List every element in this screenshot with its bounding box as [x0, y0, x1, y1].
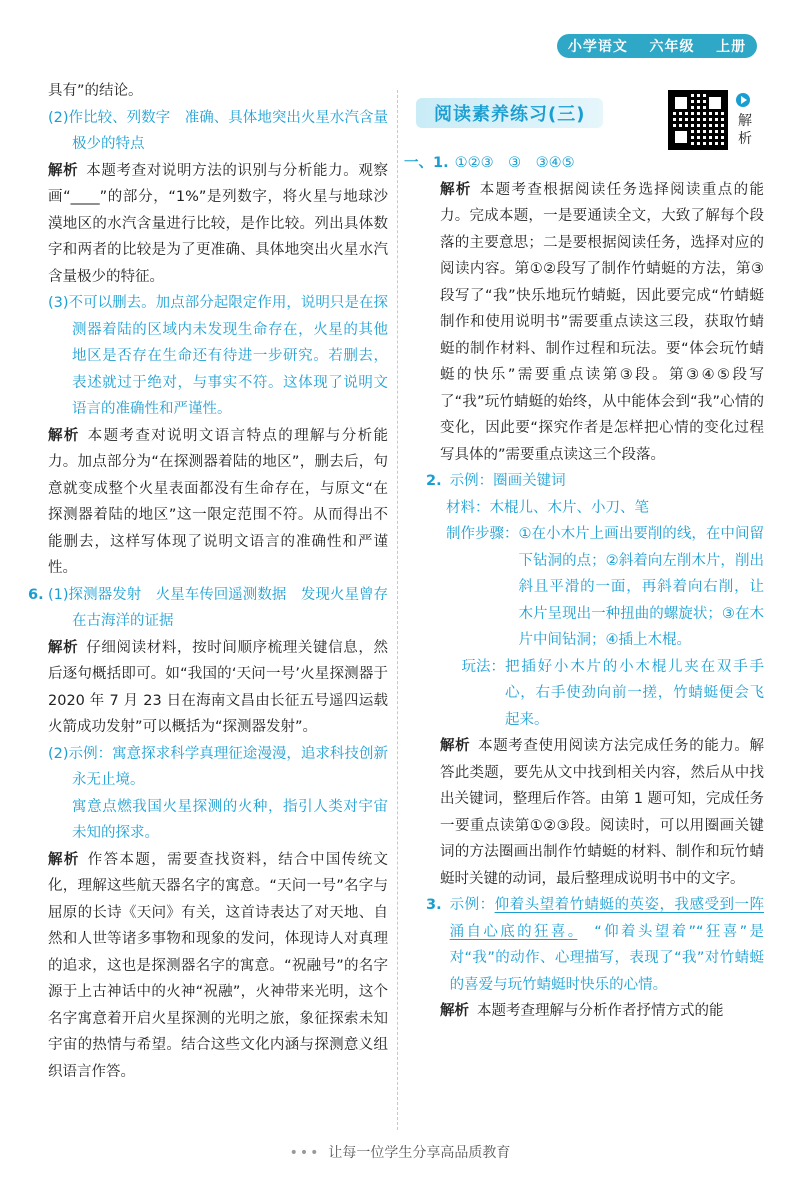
q2-materials-key: 材料： [446, 499, 490, 516]
intro-text: 具有”的结论。 [48, 83, 143, 99]
section-title: 阅读素养练习(三) [416, 98, 603, 128]
analysis-label: 解析 [48, 427, 80, 444]
subject-label: 小学语文 [567, 39, 628, 55]
q6-answer-2b: 寓意点燃我国火星探测的火种，指引人类对宇宙未知的探求。 [72, 798, 388, 841]
q1-row [404, 150, 764, 177]
grade-label: 六年级 [649, 39, 695, 55]
q3-quote: 仰着头望着竹蜻蜓的英姿，我感受到一阵涌自心底的狂喜。 [449, 897, 764, 940]
q3-example: 示例： [449, 897, 495, 913]
footer-slogan: 让每一位学生分享高品质教育 [328, 1145, 511, 1161]
volume-label: 上册 [716, 39, 747, 55]
page-footer [0, 1142, 800, 1162]
analysis-label: 解析 [440, 181, 472, 198]
q2-steps-row [412, 521, 764, 654]
q2-materials-value: 木棍儿、木片、小刀、笔 [489, 499, 649, 516]
analysis-label: 解析 [440, 1003, 469, 1019]
grade-badge [557, 34, 757, 58]
q6-analysis-1-block [48, 635, 388, 741]
q6-answer-2a: (2)示例：寓意探求科学真理征途漫漫，追求科技创新永无止境。 [48, 745, 388, 788]
q1-number: 一、1. [404, 155, 449, 171]
q2-row [412, 468, 764, 495]
footer-dots: ••• [289, 1145, 321, 1161]
q2-play-row [412, 654, 764, 734]
q3-answer [450, 892, 764, 998]
q1-analysis-block [412, 177, 764, 469]
q6-number: 6. [28, 586, 44, 603]
q2-analysis-block [48, 158, 388, 291]
q2-play-value: 把插好小木片的小木棍儿夹在双手手心，右手使劲向前一搓，竹蜻蜓便会飞起来。 [505, 658, 764, 728]
q6-answer-row [28, 582, 388, 635]
q1-analysis: 本题考查根据阅读任务选择阅读重点的能力。完成本题，一是要通读全文，大致了解每个段落的主要意思；二是要根据阅读任务，选择对应的阅读内容。第①②段写了制作竹蜻蜓的方法，第③段写了“我”快乐地玩竹蜻蜓，因此要完成“竹蜻蜓制作和使用说明书”需要重点读这三段，获取竹蜻蜓的制作材料、制作过程和玩法。要“体会玩竹蜻蜓的快乐”需要重点读第③段。第③④⑤段写了“我”玩竹蜻蜓的始终，从中能体会到“我”心情的变化，因此要“探究作者是怎样把心情的变化过程写具体的”需要重点读这三个段落。 [440, 181, 765, 463]
column-divider [397, 90, 398, 1130]
q2-example: 示例：圈画关键词 [449, 473, 566, 489]
q6-answer-1: (1)探测器发射 火星车传回遥测数据 发现火星曾存在古海洋的证据 [48, 586, 388, 629]
analysis-label: 解析 [48, 851, 80, 868]
right-column [404, 88, 765, 1025]
q3-analysis-block [412, 998, 764, 1025]
q2-analysis: 本题考查使用阅读方法完成任务的能力。解答此类题，要先从文中找到相关内容，然后从中找出关键词，整理后作答。由第 1 题可知，完成任务一要重点读第①②③段。阅读时，可以用圈画关键词的方法圈画出制作竹蜻蜓的材料、制作和玩竹蜻蜓时关键的动词，最后整理成说明书中的文字。 [440, 738, 765, 887]
q2-play-key: 玩法： [461, 658, 505, 675]
q1-answer: ①②③ ③ ③④⑤ [454, 155, 575, 171]
q3-answer: (3)不可以删去。加点部分起限定作用，说明只是在探测器着陆的区域内未发现生命存在，火星的其他地区是否存在生命还有待进一步研究。若删去，表述就过于绝对，与事实不符。这体现了说明文语言的准确性和严谨性。 [48, 295, 388, 417]
q3-rest: “仰着头望着”“狂喜”是对“我”的动作、心理描写，表现了“我”对竹蜻蜓的喜爱与玩竹蜻蜓时快乐的心情。 [449, 923, 764, 993]
analysis-label: 解析 [440, 738, 471, 754]
q2-analysis-block [412, 733, 764, 892]
q2-answer: (2)作比较、列数字 准确、具体地突出火星水汽含量极少的特点 [48, 109, 388, 152]
q2-number: 2. [426, 473, 442, 489]
q6-analysis-2-block [48, 847, 388, 1086]
q3-row [412, 892, 764, 998]
left-column [28, 78, 389, 1085]
q2-materials-row [412, 495, 764, 522]
q3-number: 3. [426, 897, 442, 913]
q2-analysis: 本题考查对说明方法的识别与分析能力。观察画“____”的部分，“1%”是列数字，将火星与地球沙漠地区的水汽含量进行比较，是作比较。列出具体数字和两者的比较是为了更准确、具体地突出火星水汽含量极少的特征。 [48, 162, 389, 285]
q2-steps-value: ①在小木片上画出要削的线，在中间留下钻洞的点；②斜着向左削木片，削出斜且平滑的一面，再斜着向右削，让木片呈现出一种扭曲的螺旋状；③在木片中间钻洞；④插上木棍。 [518, 526, 764, 648]
q6-analysis-1: 仔细阅读材料，按时间顺序梳理关键信息，然后逐句概括即可。如“我国的‘天问一号’火星探测器于 2020 年 7 月 23 日在海南文昌由长征五号遥四运载火箭成功发射”可以概括为“探测器发射”。 [48, 639, 389, 735]
q3-analysis-block [48, 423, 388, 582]
qr-side-label: 解析 [738, 113, 752, 147]
q3-analysis: 本题考查对说明文语言特点的理解与分析能力。加点部分为“在探测器着陆的地区”，删去后，句意就变成整个火星表面都没有生命存在，与原文“在探测器着陆的地区”这一限定范围不符。从而得出不能删去，这样写体现了说明文语言的准确性和严谨性。 [48, 427, 388, 576]
q3-analysis: 本题考查理解与分析作者抒情方式的能 [477, 1003, 724, 1019]
q6-analysis-2: 作答本题，需要查找资料，结合中国传统文化，理解这些航天器名字的寓意。“天问一号”名字与屈原的长诗《天问》有关，这首诗表达了对天地、自然和人世等诸多事物和现象的发问，体现诗人对真理的追求，这也是探测器名字的寓意。“祝融号”的名字源于上古神话中的火神“祝融”，火神带来光明，这个名字寓意着开启火星探测的光明之旅，象征探索未知宇宙的热情与希望。结合这些文化内涵与探测意义组织语言作答。 [48, 851, 388, 1080]
analysis-label: 解析 [48, 162, 79, 179]
analysis-label: 解析 [48, 639, 79, 656]
q2-steps-key: 制作步骤： [446, 526, 519, 542]
